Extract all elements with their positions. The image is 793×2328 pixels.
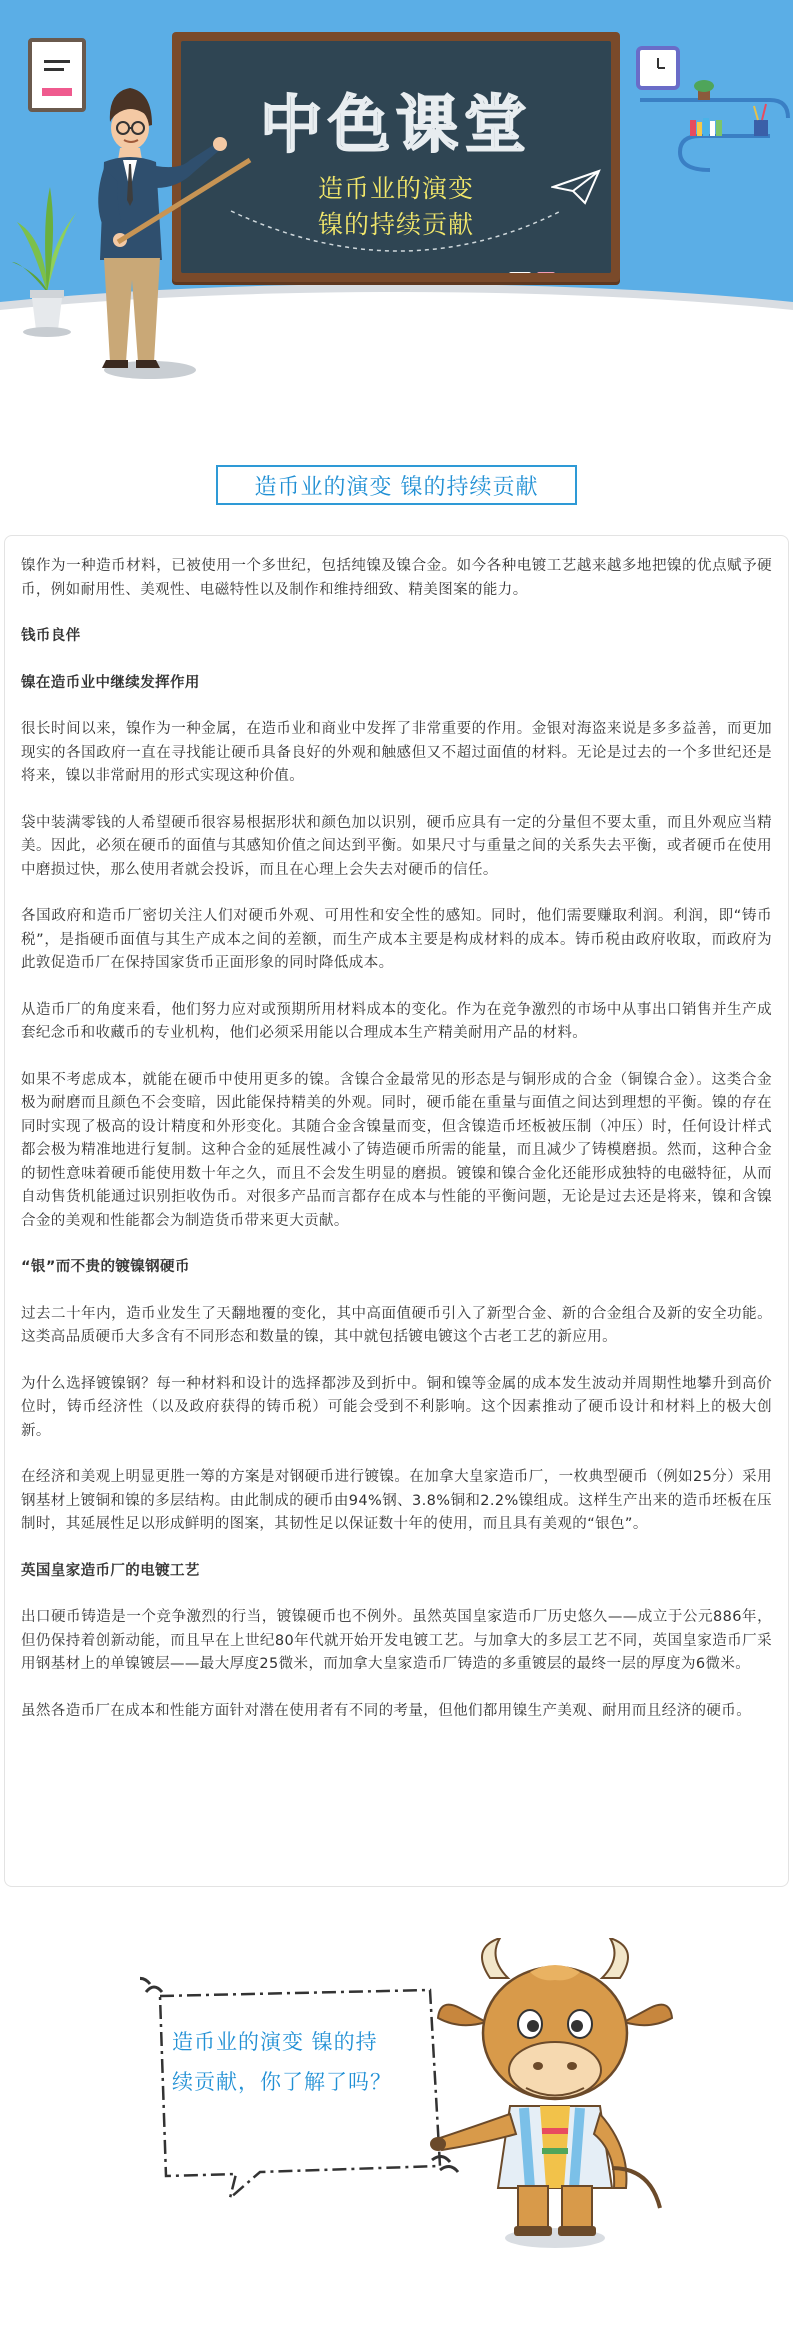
banner-subtitle-line2: 镍的持续贡献 [317,210,474,239]
wall-poster-icon [28,38,86,112]
potted-plant-icon [12,182,82,342]
article-paragraph-7: 为什么选择镀镍钢？每一种材料和设计的选择都涉及到折中。铜和镍等金属的成本发生波动并周期性地攀升到高价位时，铸币经济性（以及政府获得的铸币税）可能会受到不利影响。这个因素推动了硬币设计和材料上的极大创新。 [21,1375,772,1439]
bull-mascot-illustration [430,1938,680,2258]
article-body [4,535,789,1887]
article-paragraph-5: 如果不考虑成本，就能在硬币中使用更多的镍。含镍合金最常见的形态是与铜形成的合金（铜镍合金）。这类合金极为耐磨而且颜色不会变暗，因此能保持精美的外观。同时，硬币能在重量与面值之间达到理想的平衡。镍的存在同时实现了极高的设计精度和外形变化。其随合金含镍量而变，但含镍造币坯板被压制（冲压）时，任何设计样式都会极为精准地进行复制。这种合金的延展性减小了铸造硬币所需的能量，而且减少了铸模磨损。然而，这种合金的韧性意味着硬币能使用数十年之久，而且不会发生明显的磨损。镀镍和镍合金化还能形成独特的电磁特征，从而自动售货机能通过识别拒收伪币。对很多产品而言都存在成本与性能的平衡问题，无论是过去还是将来，镍和含镍合金的美观和性能都会为制造货币带来更大贡献。 [21,1071,772,1229]
section-title: 造币业的演变 镍的持续贡献 [216,465,577,505]
banner-title: 中色课堂 [259,88,532,161]
paper-plane-icon [551,169,601,205]
teacher-illustration [90,70,260,390]
article-heading-1: 钱币良伴 [21,628,81,644]
article-paragraph-9: 出口硬币铸造是一个竞争激烈的行当，镀镍硬币也不例外。虽然英国皇家造币厂历史悠久——成立于公元886年，但仍保持着创新动能，而且早在上世纪80年代就开始开发电镀工艺。与加拿大的多层工艺不同，英国皇家造币厂采用钢基材上的单镍镀层——最大厚度25微米，而加拿大皇家造币厂铸造的多重镀层的最终一层的厚度为6微米。 [21,1609,772,1672]
footer-illustration [0,1900,793,2328]
article-heading-2: 镍在造币业中继续发挥作用 [21,674,200,691]
article-paragraph-6: 过去二十年内，造币业发生了天翻地覆的变化，其中高面值硬币引入了新型合金、新的合金组合及新的安全功能。这类高品质硬币大多含有不同形态和数量的镍，其中就包括镀电镀这个古老工艺的新应用。 [21,1305,772,1345]
bubble-text-line1: 造币业的演变 镍的持 [172,2030,378,2054]
article-paragraph-3: 各国政府和造币厂密切关注人们对硬币外观、可用性和安全性的感知。同时，他们需要赚取利润。利润，即“铸币税”，是指硬币面值与其生产成本之间的差额，而生产成本主要是构成材料的成本。铸币税由政府收取，而政府为此敦促造币厂在保持国家货币正面形象的同时降低成本。 [21,908,772,971]
article-heading-3: “银”而不贵的镀镍钢硬币 [21,1259,190,1275]
article-paragraph-2: 袋中装满零钱的人希望硬币很容易根据形状和颜色加以识别，硬币应具有一定的分量但不要太重，而且外观应当精美。因此，必须在硬币的面值与其感知价值之间达到平衡。如果尺寸与重量之间的关系失去平衡，或者硬币在使用中磨损过快，那么使用者就会投诉，而且在心理上会失去对硬币的信任。 [21,814,772,878]
article-paragraph-1: 很长时间以来，镍作为一种金属，在造币业和商业中发挥了非常重要的作用。金银对海盗来说是多多益善，而更加现实的各国政府一直在寻找能让硬币具备良好的外观和触感但又不超过面值的材料。无论是过去的一个多世纪还是将来，镍以非常耐用的形式实现这种价值。 [21,721,772,784]
article-intro: 镍作为一种造币材料，已被使用一个多世纪，包括纯镍及镍合金。如今各种电镀工艺越来越多地把镍的优点赋予硬币，例如耐用性、美观性、电磁特性以及制作和维持细致、精美图案的能力。 [21,558,772,598]
article-heading-4: 英国皇家造币厂的电镀工艺 [21,1562,200,1579]
chalk-white [509,272,531,273]
article-paragraph-4: 从造币厂的角度来看，他们努力应对或预期所用材料成本的变化。作为在竞争激烈的市场中从事出口销售并生产成套纪念币和收藏币的专业机构，他们必须采用能以合理成本生产精美耐用产品的材料。 [21,1001,772,1041]
bubble-text-line2: 续贡献，你了解了吗？ [172,2070,392,2094]
chalk-pink [537,272,555,273]
header-banner [0,0,793,440]
banner-subtitle-line1: 造币业的演变 [317,174,474,203]
article-paragraph-10: 虽然各造币厂在成本和性能方面针对潜在使用者有不同的考量，但他们都用镍生产美观、耐用而且经济的硬币。 [21,1702,752,1719]
article-paragraph-8: 在经济和美观上明显更胜一筹的方案是对钢硬币进行镀镍。在加拿大皇家造币厂，一枚典型硬币（例如25分）采用钢基材上镀铜和镍的多层结构。由此制成的硬币由94%钢、3.8%铜和2.2%镍组成。这样生产出来的造币坯板在压制时，其延展性足以形成鲜明的图案，其韧性足以保证数十年的使用，而且具有美观的“银色”。 [21,1469,772,1532]
bookshelf-icon [620,80,790,180]
